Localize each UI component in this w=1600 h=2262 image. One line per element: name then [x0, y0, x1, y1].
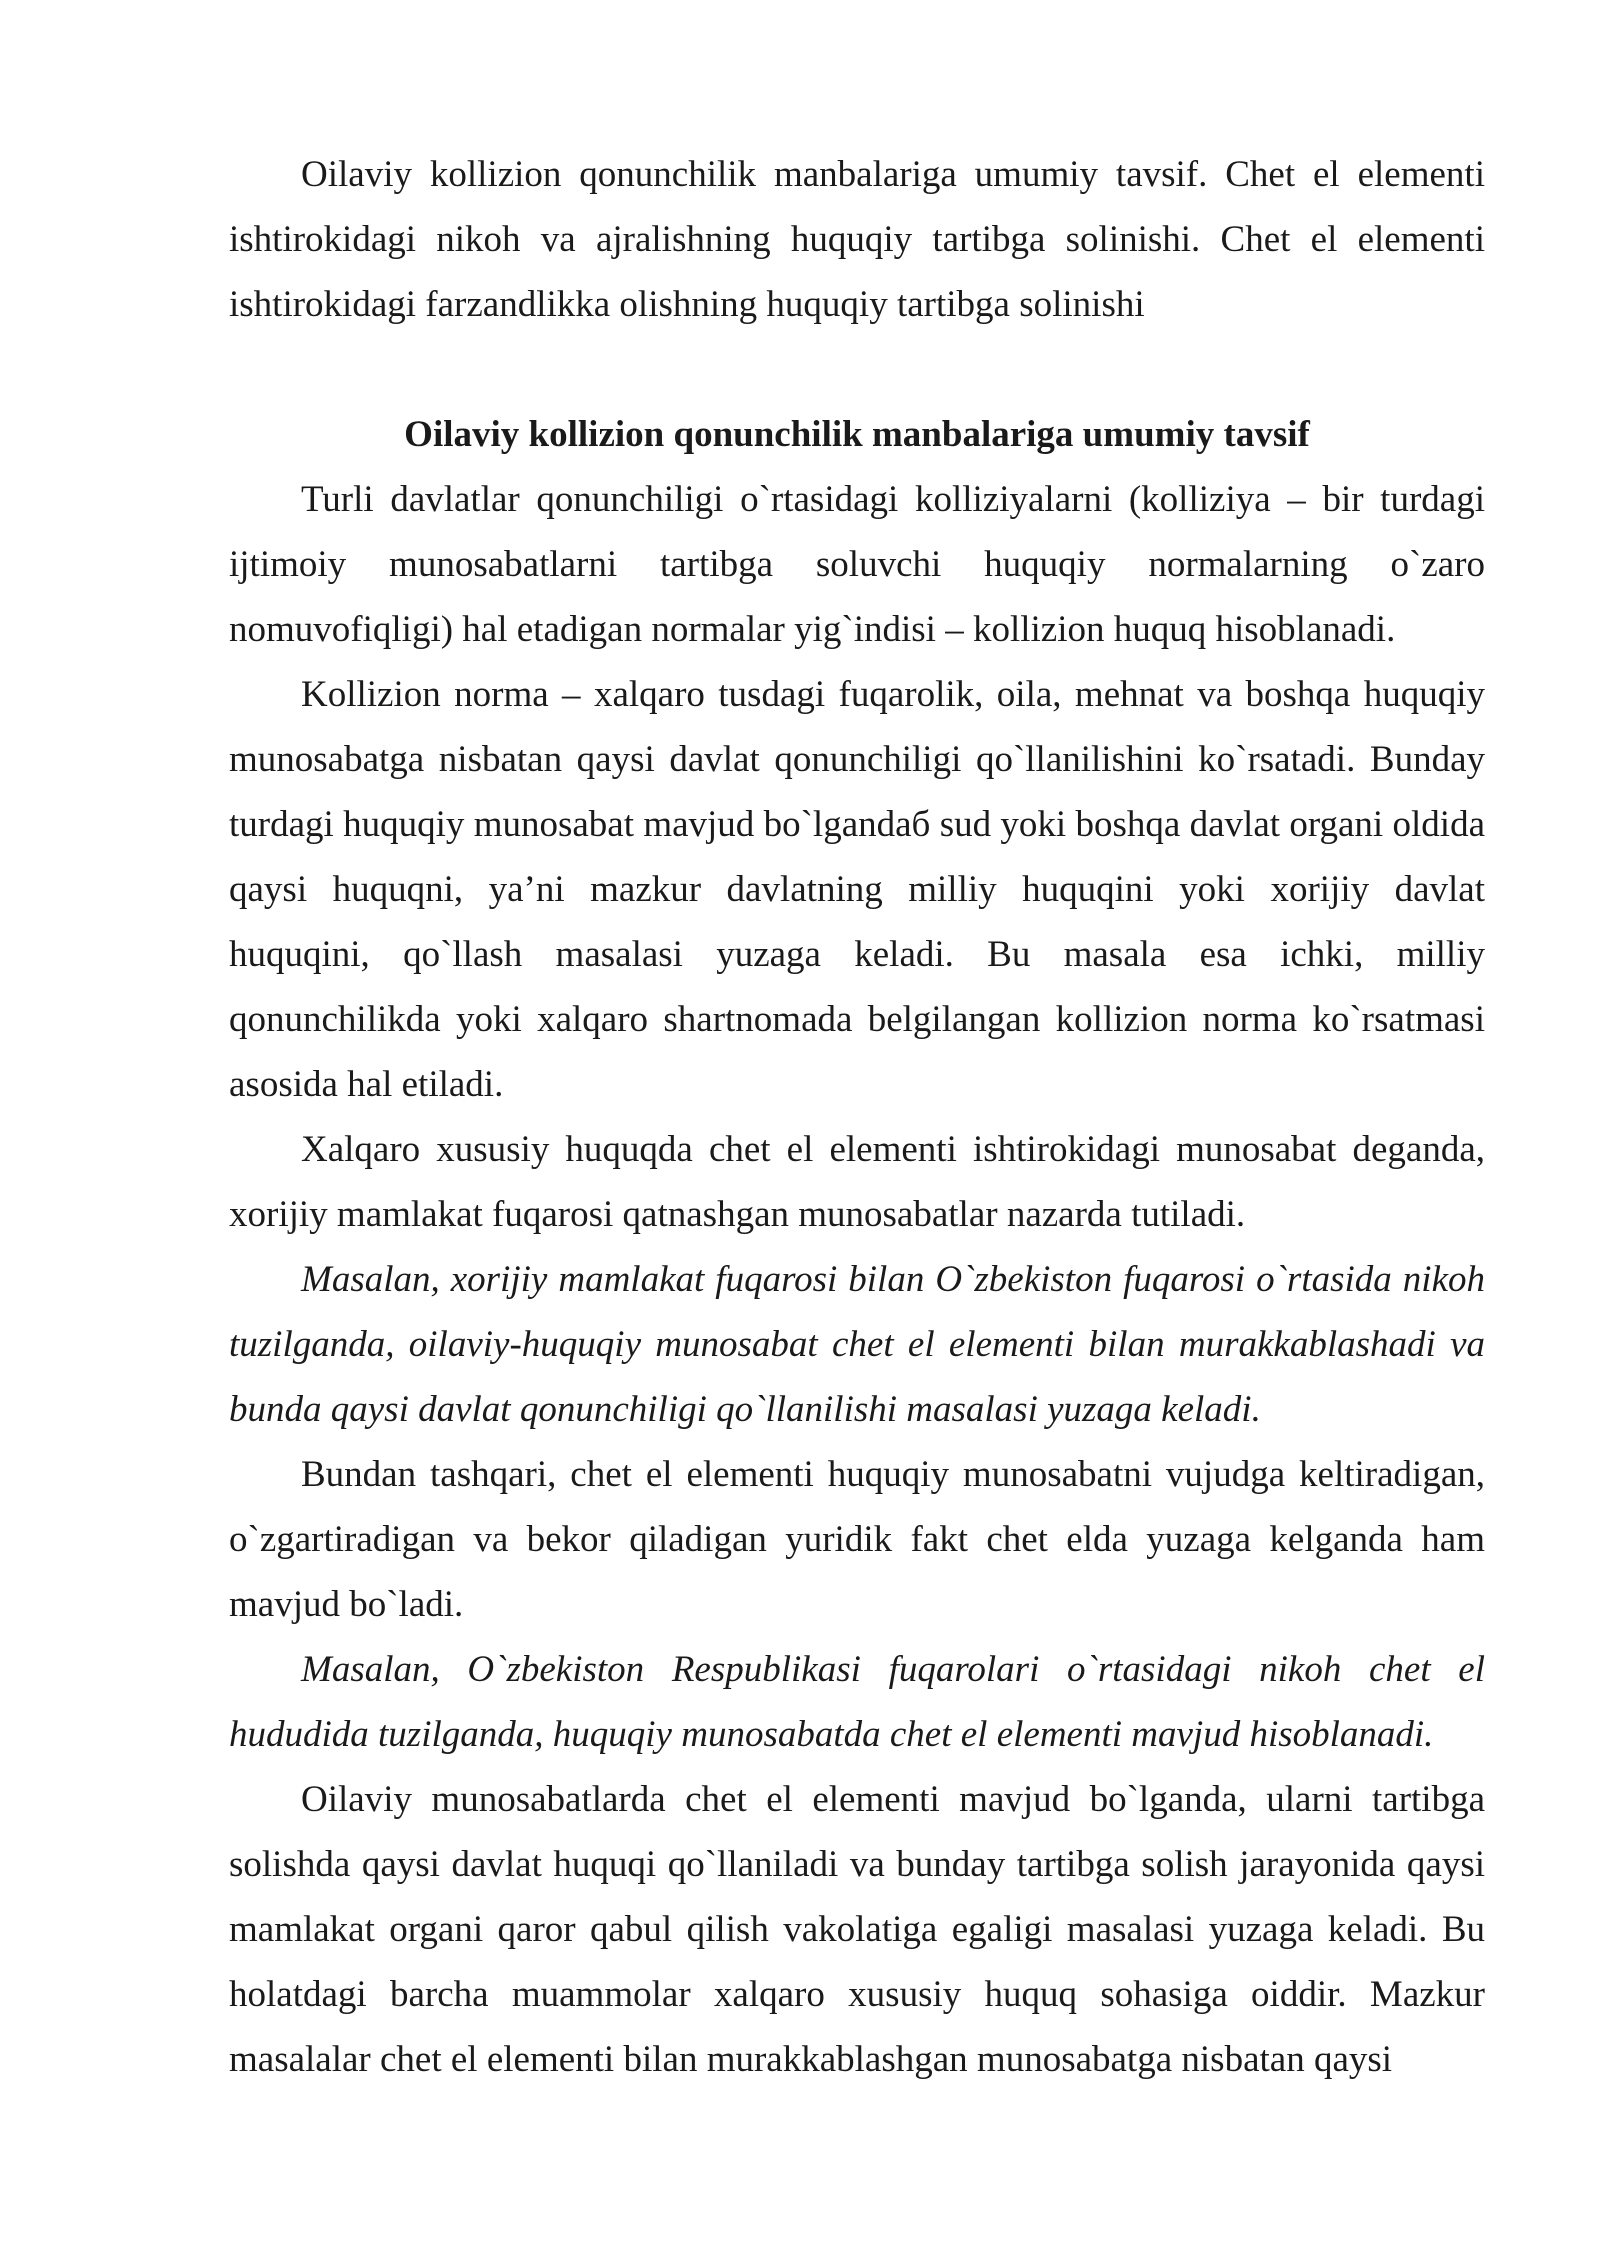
body-paragraph: Xalqaro xususiy huquqda chet el elementi ishtirokidagi munosabat deganda, xorijiy mamlakat fuqarosi qatnashgan munosabatlar nazarda tutiladi. — [229, 1129, 1485, 1235]
body-paragraph: Bundan tashqari, chet el elementi huquqiy munosabatni vujudga keltiradigan, o`zgartiradigan va bekor qiladigan yuridik fakt chet elda yuzaga kelganda ham mavjud bo`ladi. — [229, 1454, 1485, 1625]
body-paragraph: Kollizion norma – xalqaro tusdagi fuqarolik, oila, mehnat va boshqa huquqiy munosabatga nisbatan qaysi davlat qonunchiligi qo`llanilishini ko`rsatadi. Bunday turdagi huquqiy munosabat mavjud bo`lgandaб sud yoki boshqa davlat organi oldida qaysi huquqni, ya’ni mazkur davlatning milliy huquqini yoki xorijiy davlat huquqini, qo`llash masalasi yuzaga keladi. Bu masala esa ichki, milliy qonunchilikda yoki xalqaro shartnomada belgilangan kollizion norma ko`rsatmasi asosida hal etiladi. — [229, 674, 1485, 1105]
section-heading: Oilaviy kollizion qonunchilik manbalariga umumiy tavsif — [404, 414, 1310, 455]
document-body — [229, 142, 1485, 2092]
body-paragraph: Oilaviy munosabatlarda chet el elementi mavjud bo`lganda, ularni tartibga solishda qaysi davlat huquqi qo`llaniladi va bunday tartibga solish jarayonida qaysi mamlakat organi qaror qabul qilish vakolatiga egaligi masalasi yuzaga keladi. Bu holatdagi barcha muammolar xalqaro xususiy huquq sohasiga oiddir. Mazkur masalalar chet el elementi bilan murakkablashgan munosabatga nisbatan qaysi — [229, 1779, 1485, 2080]
intro-paragraph: Oilaviy kollizion qonunchilik manbalariga umumiy tavsif. Chet el elementi ishtirokidagi nikoh va ajralishning huquqiy tartibga solinishi. Chet el elementi ishtirokidagi farzandlikka olishning huquqiy tartibga solinishi — [229, 154, 1485, 325]
example-paragraph: Masalan, xorijiy mamlakat fuqarosi bilan O`zbekiston fuqarosi o`rtasida nikoh tuzilganda, oilaviy-huquqiy munosabat chet el elementi bilan murakkablashadi va bunda qaysi davlat qonunchiligi qo`llanilishi masalasi yuzaga keladi. — [229, 1259, 1485, 1430]
example-paragraph: Masalan, O`zbekiston Respublikasi fuqarolari o`rtasidagi nikoh chet el hududida tuzilganda, huquqiy munosabatda chet el elementi mavjud hisoblanadi. — [229, 1649, 1485, 1755]
body-paragraph: Turli davlatlar qonunchiligi o`rtasidagi kolliziyalarni (kolliziya – bir turdagi ijtimoiy munosabatlarni tartibga soluvchi huquqiy normalarning o`zaro nomuvofiqligi) hal etadigan normalar yig`indisi – kollizion huquq hisoblanadi. — [229, 479, 1485, 650]
